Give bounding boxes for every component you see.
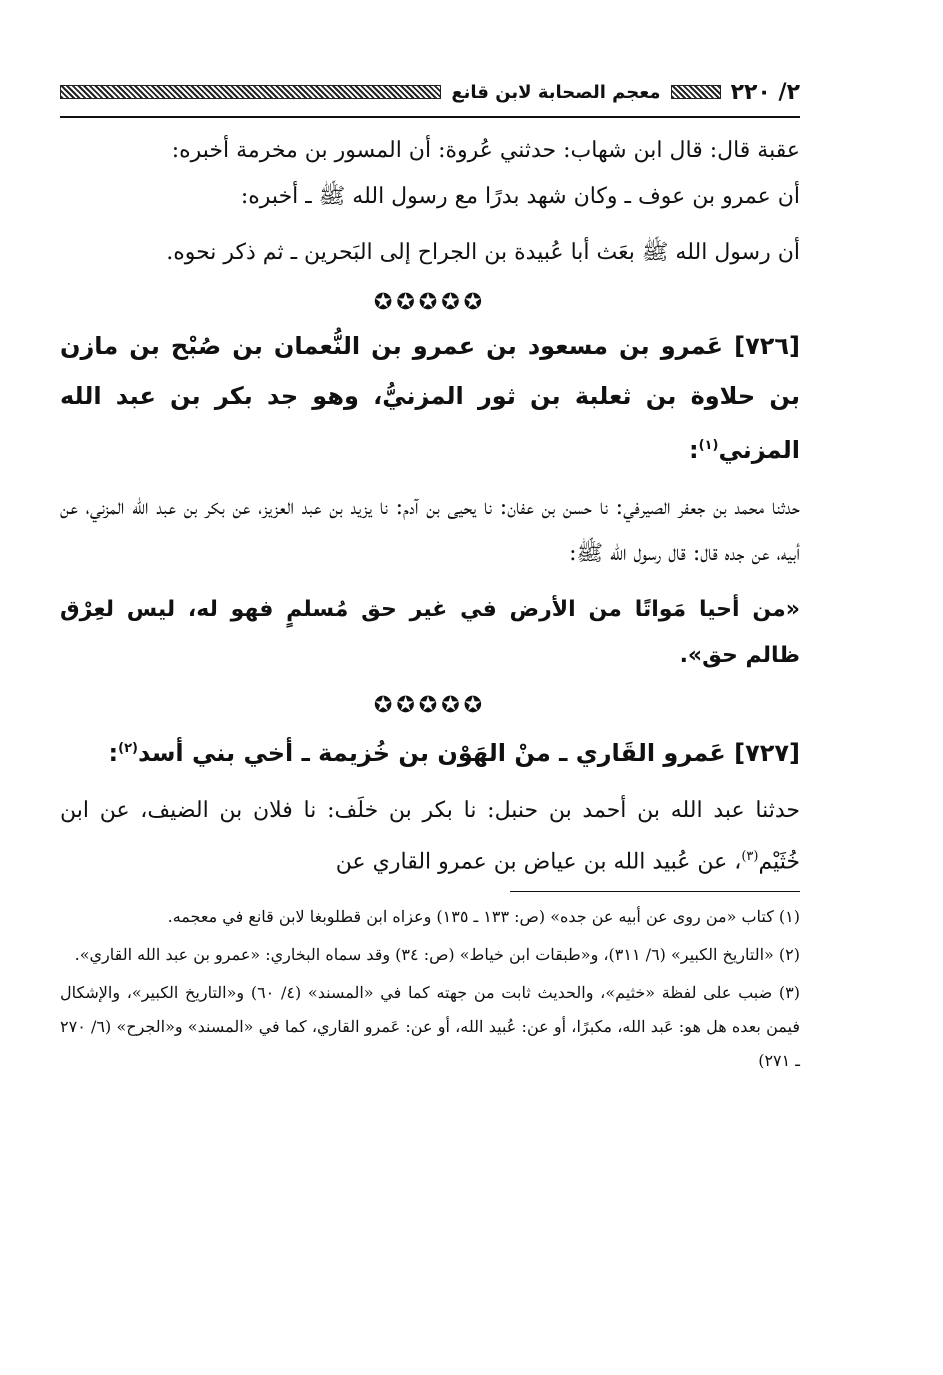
book-page — [60, 70, 800, 1082]
entry-726-title — [60, 321, 800, 475]
footnote-2: (٢) «التاريخ الكبير» (٦/ ٣١١)، و«طبقات ابن خياط» (ص: ٣٤) وقد سماه البخاري: «عمرو بن عبد الله القاري». — [74, 945, 800, 965]
footnote-marker: (١) — [698, 438, 719, 453]
header-rule — [60, 116, 800, 118]
paragraph-isnad — [60, 128, 800, 220]
running-header — [60, 70, 800, 114]
entry-title-colon: : — [688, 436, 699, 464]
footnote-3: (٣) ضبب على لفظة «خثيم»، والحديث ثابت من جهته كما في «المسند» (٤/ ٦٠) و«التاريخ الكبير»، والإشكال فيمن بعده هل هو: عَبد الله، مكبرًا، أو عن: عُبيد الله، أو عن: عَمرو القاري، كما في «المسند» و«الجرح» (٦/ ٢٧٠ ـ ٢٧١) — [60, 983, 801, 1071]
entry-727-isnad — [60, 788, 800, 885]
entry-title-text: [٧٢٧] عَمرو القَاري ـ منْ الهَوْن بن خُزيمة ـ أخي بني أسد — [137, 739, 800, 767]
entry-726-isnad: حدثنا محمد بن جعفر الصيرفي: نا حسن بن عفان: نا يحيى بن آدم: نا يزيد بن عبد العزيز، عن بكر بن عبد الله المزني، عن أبيه، عن جده قال: قال رسول الله ﷺ: — [60, 495, 800, 566]
entry-title-colon: : — [108, 739, 119, 767]
footnote-marker: (٢) — [118, 741, 138, 756]
book-title: معجم الصحابة لابن قانع — [451, 81, 661, 103]
isnad-text: حدثنا عبد الله بن أحمد بن حنبل: نا بكر بن خلَف: نا فلان بن الضيف، عن ابن خُثَيْم — [60, 798, 800, 875]
text-line: أن عمرو بن عوف ـ وكان شهد بدرًا مع رسول الله ﷺ ـ أخبره: — [240, 184, 800, 209]
text-line: عقبة قال: قال ابن شهاب: حدثني عُروة: أن المسور بن مخرمة أخبره: — [171, 138, 800, 163]
footnote-1: (١) كتاب «من روى عن أبيه عن جده» (ص: ١٣٣ ـ ١٣٥) وعزاه ابن قطلوبغا لابن قانع في معجمه. — [167, 907, 800, 927]
entry-726-hadith: «من أحيا مَواتًا من الأرض في غير حق مُسلمٍ فهو له، ليس لعِرْق ظالم حق». — [60, 597, 800, 668]
header-ornament-bar — [60, 85, 441, 99]
footnote-marker: (٣) — [741, 849, 759, 864]
entry-727-title — [60, 724, 800, 778]
paragraph-hadith: أن رسول الله ﷺ بعَث أبا عُبيدة بن الجراح إلى البَحرين ـ ثم ذكر نحوه. — [166, 240, 800, 265]
section-divider-stars: ✪✪✪✪✪ — [373, 693, 487, 718]
section-divider-stars: ✪✪✪✪✪ — [373, 290, 487, 315]
footnotes — [60, 900, 800, 1078]
footnote-rule — [510, 891, 800, 892]
entry-title-text: [٧٢٦] عَمرو بن مسعود بن عمرو بن النُّعمان بن صُبْح بن مازن بن حلاوة بن ثعلبة بن ثور المزنيُّ، وهو جد بكر بن عبد الله المزني — [60, 332, 800, 464]
isnad-text: ، عن عُبيد الله بن عياض بن عمرو القاري عن — [335, 849, 742, 875]
page-number: ٢/ ٢٢٠ — [730, 79, 800, 105]
header-ornament-bar — [671, 85, 721, 99]
